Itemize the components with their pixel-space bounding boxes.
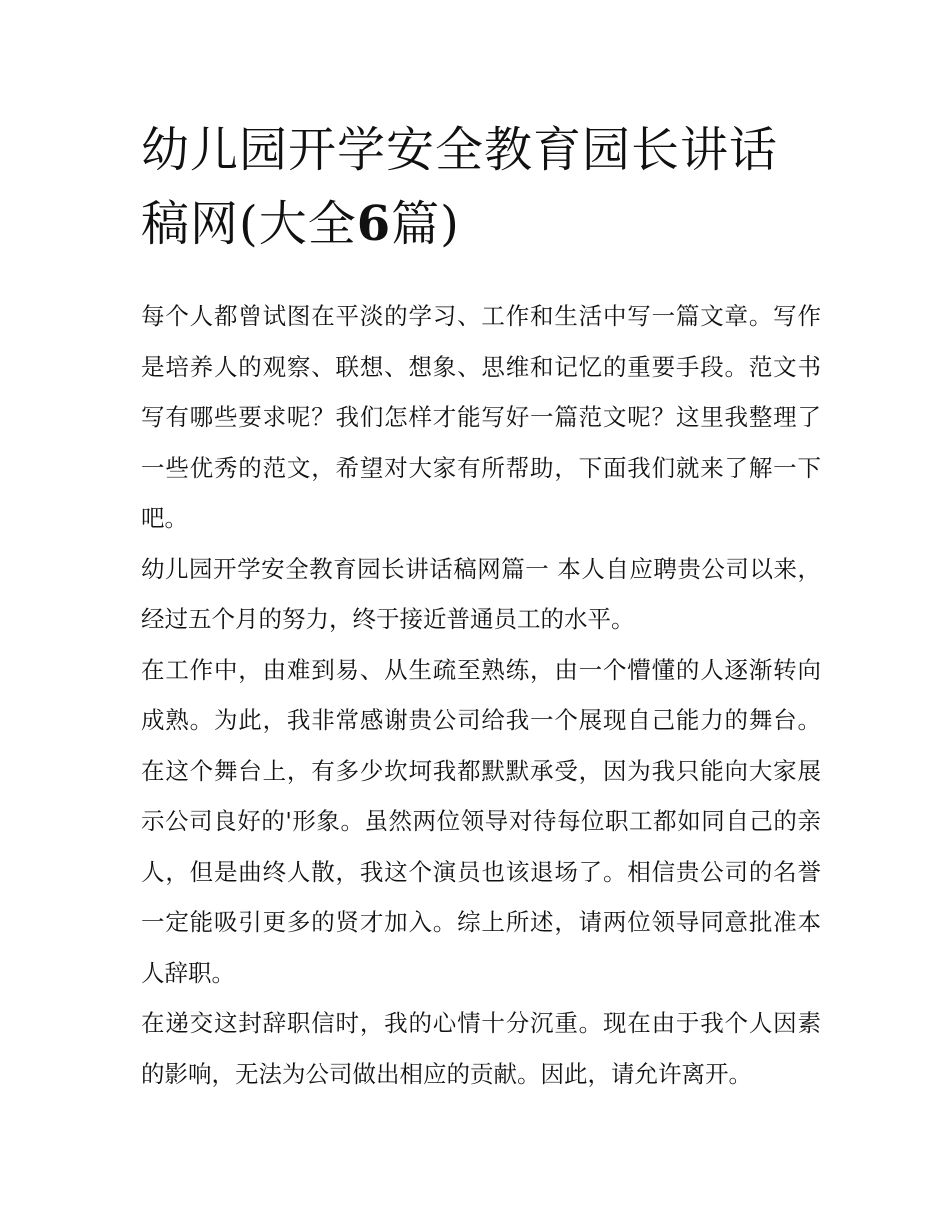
- paragraph-work-experience: 在工作中，由难到易、从生疏至熟练，由一个懵懂的人逐渐转向成熟。为此，我非常感谢贵公司给我一个展现自己能力的舞台。在这个舞台上，有多少坎坷我都默默承受，因为我只能向大家展示公司良好的'形象。虽然两位领导对待每位职工都如同自己的亲人，但是曲终人散，我这个演员也该退场了。相信贵公司的名誉一定能吸引更多的贤才加入。综上所述，请两位领导同意批准本人辞职。: [141, 655, 821, 987]
- document-content: [141, 113, 821, 1099]
- paragraph-article-one: 幼儿园开学安全教育园长讲话稿网篇一 本人自应聘贵公司以来，经过五个月的努力，终于接近普通员工的水平。: [141, 554, 821, 633]
- document-body: [141, 291, 821, 1099]
- paragraph-intro: 每个人都曾试图在平淡的学习、工作和生活中写一篇文章。写作是培养人的观察、联想、想象、思维和记忆的重要手段。范文书写有哪些要求呢？我们怎样才能写好一篇范文呢？这里我整理了一些优秀的范文，希望对大家有所帮助，下面我们就来了解一下吧。: [141, 302, 821, 532]
- title-number: 6: [356, 196, 392, 252]
- document-title: 幼儿园开学安全教育园长讲话稿网(大全6篇): [141, 122, 779, 252]
- paragraph-resignation: 在递交这封辞职信时，我的心情十分沉重。现在由于我个人因素的影响，无法为公司做出相应的贡献。因此，请允许离开。: [141, 1009, 821, 1088]
